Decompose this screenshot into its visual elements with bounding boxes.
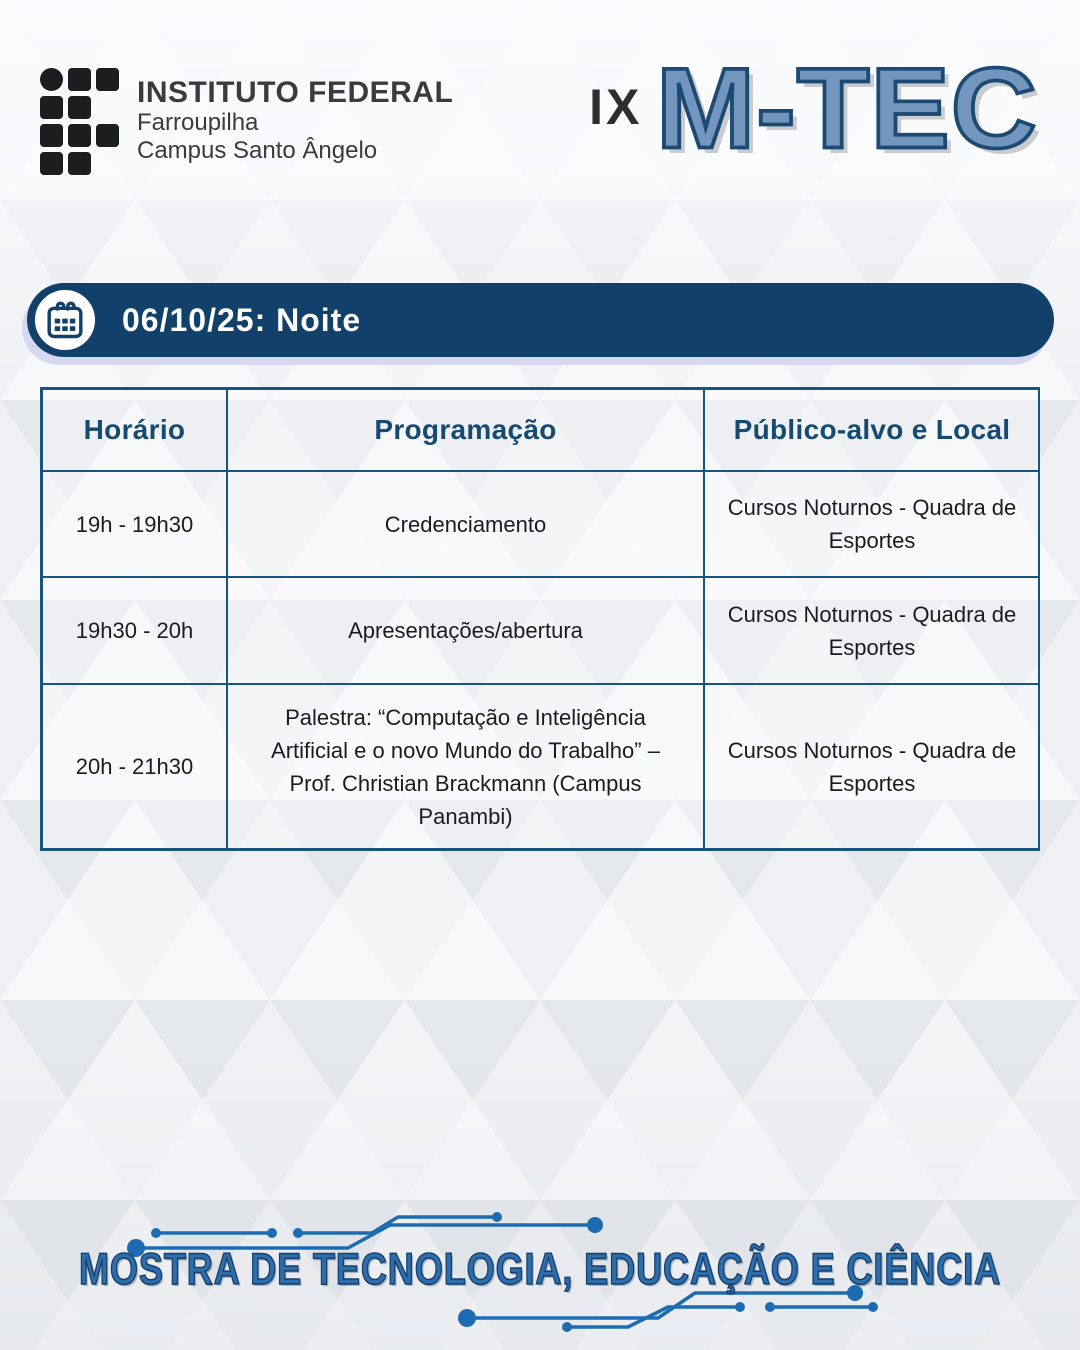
calendar-icon bbox=[32, 287, 98, 353]
event-logo bbox=[589, 45, 1054, 176]
date-banner bbox=[27, 283, 1054, 357]
event-name: M-TEC bbox=[656, 45, 1039, 173]
event-tagline: MOSTRA DE TECNOLOGIA, EDUCAÇÃO E CIÊNCIA bbox=[78, 1244, 1002, 1294]
institution-branch: Farroupilha bbox=[137, 109, 259, 136]
table-row-time: 20h - 21h30 bbox=[42, 684, 227, 849]
col-header-time: Horário bbox=[42, 389, 227, 471]
date-banner-label: 06/10/25: Noite bbox=[122, 301, 362, 338]
table-row-program: Palestra: “Computação e Inteligência Artificial e o novo Mundo do Trabalho” – Prof. Christian Brackmann (Campus Panambi) bbox=[227, 684, 704, 849]
table-row-program: Apresentações/abertura bbox=[227, 577, 704, 684]
col-header-audience: Público-alvo e Local bbox=[704, 389, 1040, 471]
table-row-audience: Cursos Noturnos - Quadra de Esportes bbox=[704, 471, 1040, 577]
institution-header bbox=[40, 64, 453, 175]
institution-campus: Campus Santo Ângelo bbox=[137, 137, 378, 165]
table-row-audience: Cursos Noturnos - Quadra de Esportes bbox=[704, 684, 1040, 849]
col-header-program: Programação bbox=[227, 389, 704, 471]
instituto-federal-logo-icon bbox=[40, 68, 119, 175]
institution-name: INSTITUTO FEDERAL bbox=[137, 76, 454, 109]
table-row-audience: Cursos Noturnos - Quadra de Esportes bbox=[704, 577, 1040, 684]
schedule-table bbox=[40, 387, 1040, 851]
table-row-time: 19h30 - 20h bbox=[42, 577, 227, 684]
event-edition: IX bbox=[589, 79, 643, 135]
table-row-program: Credenciamento bbox=[227, 471, 704, 577]
institution-text bbox=[137, 64, 453, 175]
table-row-time: 19h - 19h30 bbox=[42, 471, 227, 577]
